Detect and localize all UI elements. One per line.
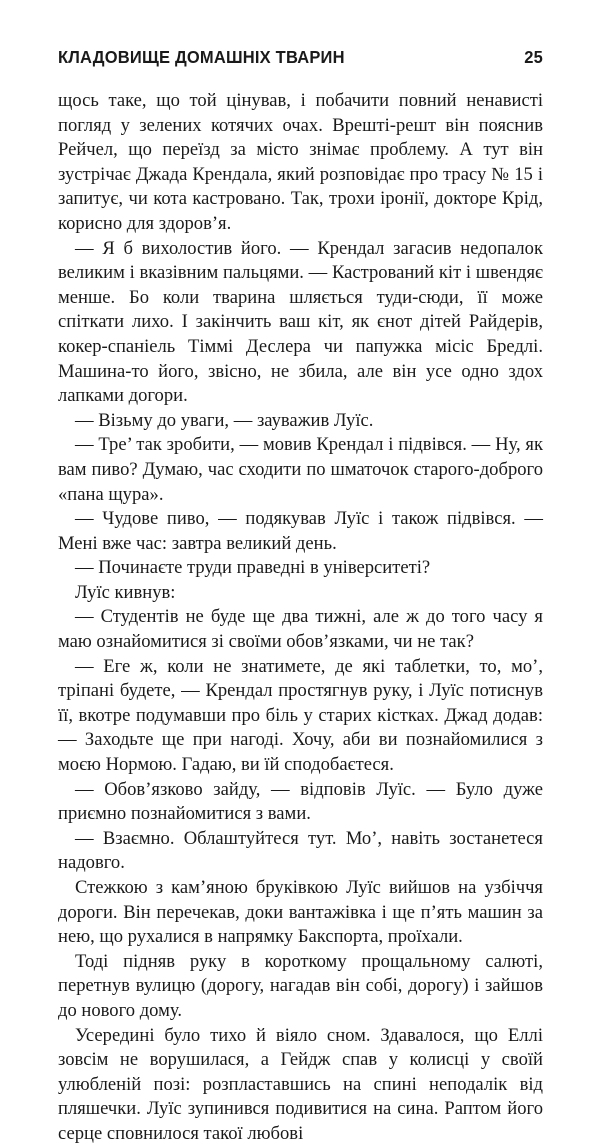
running-head xyxy=(58,48,543,69)
paragraph: — Взаємно. Облаштуйтеся тут. Мо’, навіть зостанетеся надовго. xyxy=(58,827,543,874)
body-text xyxy=(58,89,543,1147)
paragraph: — Візьму до уваги, — зауважив Луїс. xyxy=(75,409,374,431)
paragraph: Усередині було тихо й віяло сном. Здавалося, що Еллі зовсім не ворушилася, а Гейдж спав у колисці у своїй улюбленій позі: розпластавшись на спині неподалік від пляшечки. Луїс зупинився подивитися на сина. Раптом його серце сповнилося такої любові xyxy=(58,1024,543,1144)
book-page xyxy=(58,48,543,1147)
paragraph: — Тре’ так зробити, — мовив Крендал і підвівся. — Ну, як вам пиво? Думаю, час сходити по шматочок старого-доброго «пана щура». xyxy=(58,434,543,505)
paragraph: — Обов’язково зайду, — відповів Луїс. — Було дуже приємно познайомитися з вами. xyxy=(58,778,543,825)
paragraph: щось таке, що той цінував, і побачити повний ненависті погляд у зелених котячих очах. Врешті-решт він пояснив Рейчел, що переїзд за місто знімає проблему. А тут він зустрічає Джада Крендала, який розповідає про трасу № 15 і запитує, чи кота кастровано. Так, трохи іронії, докторе Крід, корисно для здоров’я. xyxy=(58,90,543,234)
paragraph: Тоді підняв руку в короткому прощальному салюті, перетнув вулицю (дорогу, нагадав він собі, дорогу) і зайшов до нового дому. xyxy=(58,950,543,1021)
book-title: КЛАДОВИЩЕ ДОМАШНІХ ТВАРИН xyxy=(58,48,345,68)
paragraph: — Чудове пиво, — подякував Луїс і також підвівся. — Мені вже час: завтра великий день. xyxy=(58,508,543,554)
paragraph: Луїс кивнув: xyxy=(75,581,176,603)
paragraph: — Я б вихолостив його. — Крендал загасив недопалок великим і вказівним пальцями. — Кастрований кіт і швендяє менше. Бо коли тварина шляється туди-сюди, її може спіткати лихо. І закінчить ваш кіт, як єнот дітей Райдерів, кокер-спаніель Тіммі Деслера чи папужка місіс Бредлі. Машина-то його, звісно, не збила, але він усе одно здох лапками догори. xyxy=(58,237,543,407)
paragraph: — Починаєте труди праведні в університеті? xyxy=(75,557,431,579)
paragraph: — Студентів не буде ще два тижні, але ж до того часу я маю ознайомитися зі своїми обов’язками, чи не так? xyxy=(58,606,543,653)
paragraph: — Еге ж, коли не знатимете, де які таблетки, то, мо’, тріпані будете, — Крендал простягнув руку, і Луїс потиснув її, вкотре подумавши про біль у старих кістках. Джад додав: — Заходьте ще при нагоді. Хочу, аби ви познайомилися з моєю Нормою. Гадаю, ви їй сподобаєтеся. xyxy=(58,655,543,776)
paragraph: Стежкою з кам’яною бруківкою Луїс вийшов на узбіччя дороги. Він перечекав, доки вантажівка і ще п’ять машин за нею, що рухалися в напрямку Бакспорта, проїхали. xyxy=(58,877,543,948)
page-number: 25 xyxy=(524,48,543,68)
